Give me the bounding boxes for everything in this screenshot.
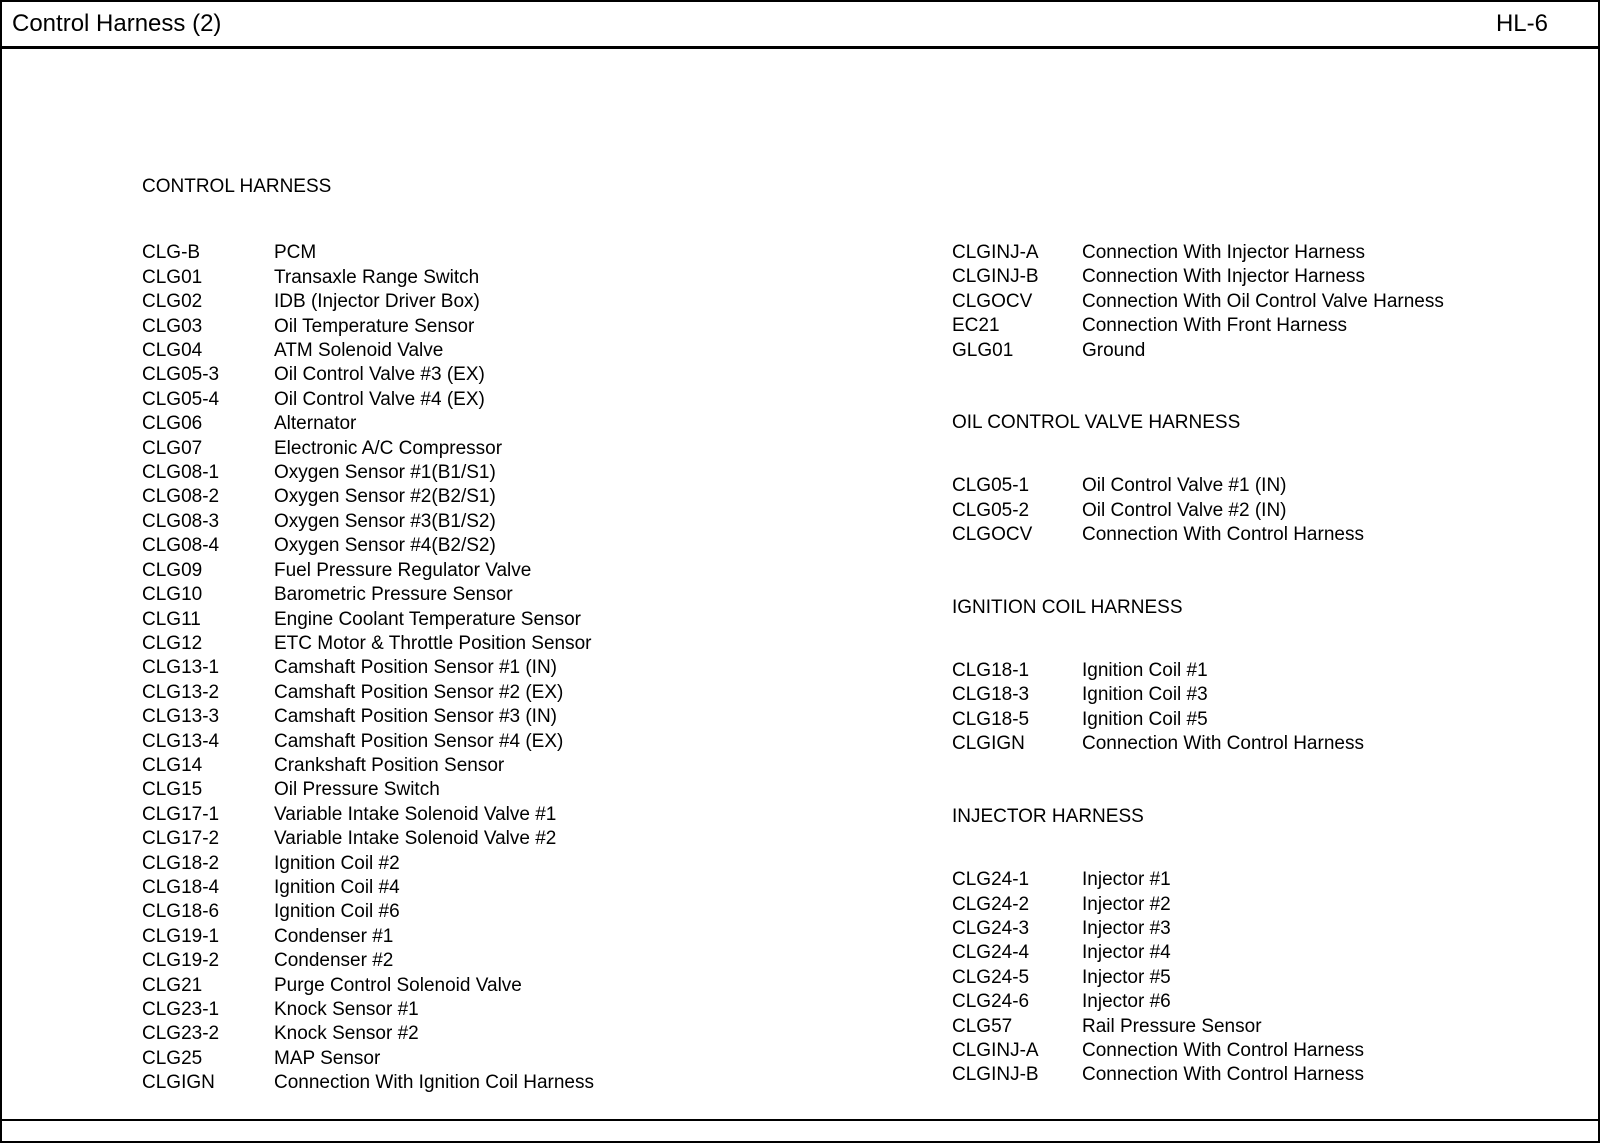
connector-description: Crankshaft Position Sensor [274, 754, 505, 776]
connector-description: Variable Intake Solenoid Valve #1 [274, 803, 557, 825]
connector-description: Oil Pressure Switch [274, 779, 440, 801]
connector-row [142, 632, 842, 656]
connector-description: Injector #1 [1082, 869, 1171, 891]
connector-description: Connection With Control Harness [1082, 524, 1364, 546]
connector-description: Fuel Pressure Regulator Valve [274, 559, 532, 581]
connector-description: Connection With Ignition Coil Harness [274, 1072, 594, 1094]
connector-row [142, 754, 842, 778]
connector-row [142, 998, 842, 1022]
connector-row [142, 241, 842, 265]
connector-description: Engine Coolant Temperature Sensor [274, 608, 582, 630]
connector-code: CLG08-1 [142, 462, 220, 484]
page-title: Control Harness (2) [12, 10, 222, 37]
connector-description: Connection With Control Harness [1082, 733, 1364, 755]
connector-description: Camshaft Position Sensor #2 (EX) [274, 681, 564, 703]
connector-list-control-harness [142, 241, 842, 1095]
control-harness-section [142, 175, 842, 1096]
connector-row [952, 314, 1572, 338]
connector-code: CLG06 [142, 413, 203, 435]
connector-row [142, 315, 842, 339]
connector-description: Ignition Coil #4 [274, 876, 400, 898]
connector-code: CLG08-2 [142, 486, 220, 508]
connector-description: Rail Pressure Sensor [1082, 1015, 1262, 1037]
connector-description: Ignition Coil #6 [274, 901, 400, 923]
connector-row [952, 241, 1572, 265]
connector-description: Ignition Coil #3 [1082, 684, 1208, 706]
section-heading-ignition-coil-harness: IGNITION COIL HARNESS [952, 596, 1183, 618]
connector-row [952, 339, 1572, 363]
connector-row [952, 1039, 1572, 1063]
connector-description: Alternator [274, 413, 357, 435]
connector-code: CLG18-3 [952, 684, 1030, 706]
connector-row [142, 534, 842, 558]
connector-description: ATM Solenoid Valve [274, 340, 444, 362]
connector-row [142, 925, 842, 949]
connector-row [952, 523, 1572, 547]
connector-description: Transaxle Range Switch [274, 266, 480, 288]
connector-description: Ignition Coil #5 [1082, 708, 1208, 730]
connector-row [142, 412, 842, 436]
connector-description: MAP Sensor [274, 1047, 381, 1069]
connector-code: CLG21 [142, 974, 203, 996]
connector-code: CLG24-4 [952, 942, 1030, 964]
connector-code: CLG18-2 [142, 852, 220, 874]
connector-description: Oxygen Sensor #4(B2/S2) [274, 535, 496, 557]
connector-row [142, 705, 842, 729]
connector-row [142, 974, 842, 998]
connector-description: Connection With Control Harness [1082, 1064, 1364, 1086]
connector-code: EC21 [952, 315, 1000, 337]
connector-code: CLG13-3 [142, 706, 220, 728]
connector-code: CLG14 [142, 754, 203, 776]
connector-description: ETC Motor & Throttle Position Sensor [274, 632, 592, 654]
connector-description: Connection With Injector Harness [1082, 266, 1366, 288]
connector-description: Electronic A/C Compressor [274, 437, 503, 459]
connector-code: CLG24-2 [952, 893, 1030, 915]
connector-code: CLG18-5 [952, 708, 1030, 730]
connector-row [952, 683, 1572, 707]
connector-row [952, 708, 1572, 732]
connector-code: CLG24-1 [952, 869, 1030, 891]
connector-row [142, 949, 842, 973]
connector-list-oil-control-valve-harness [952, 474, 1572, 547]
section-heading-control-harness: CONTROL HARNESS [142, 176, 332, 197]
connector-row [142, 900, 842, 924]
connector-code: CLG02 [142, 291, 203, 313]
connector-row [142, 290, 842, 314]
connector-row [142, 876, 842, 900]
connector-code: CLGOCV [952, 290, 1033, 312]
connector-row [952, 868, 1572, 892]
connector-code: CLG23-2 [142, 1023, 220, 1045]
connector-row [142, 608, 842, 632]
connector-code: CLG-B [142, 242, 201, 264]
connector-code: CLG07 [142, 437, 203, 459]
connector-code: CLGIGN [952, 733, 1025, 755]
connector-row [952, 732, 1572, 756]
connector-code: CLG19-1 [142, 925, 220, 947]
connector-code: CLG08-3 [142, 510, 220, 532]
connector-code: CLG05-2 [952, 499, 1030, 521]
connector-description: Ground [1082, 339, 1146, 361]
connector-row [952, 990, 1572, 1014]
connector-code: CLG17-2 [142, 828, 220, 850]
connector-row [952, 290, 1572, 314]
connector-description: Knock Sensor #1 [274, 999, 419, 1020]
connector-description: IDB (Injector Driver Box) [274, 291, 480, 313]
connector-row [142, 1022, 842, 1046]
connector-row [142, 363, 842, 387]
connector-description: Connection With Front Harness [1082, 315, 1348, 337]
connector-row [952, 474, 1572, 498]
connector-row [952, 893, 1572, 917]
connector-description: Camshaft Position Sensor #3 (IN) [274, 706, 558, 728]
connector-description: Injector #4 [1082, 942, 1171, 964]
connector-row [142, 681, 842, 705]
connector-description: Oil Control Valve #3 (EX) [274, 364, 485, 386]
connector-description: Oxygen Sensor #2(B2/S1) [274, 486, 496, 508]
connector-row [142, 559, 842, 583]
connector-row [142, 1047, 842, 1071]
connector-code: CLG15 [142, 779, 203, 801]
connector-row [142, 730, 842, 754]
connector-code: CLG13-1 [142, 657, 220, 679]
connector-code: CLG01 [142, 266, 203, 288]
connector-description: PCM [274, 242, 317, 264]
connector-description: Connection With Injector Harness [1082, 242, 1366, 263]
connector-code: CLGINJ-B [952, 266, 1039, 288]
connector-description: Condenser #2 [274, 950, 394, 972]
connector-code: CLG10 [142, 584, 203, 606]
connector-row [952, 966, 1572, 990]
connector-list-ignition-coil-harness [952, 659, 1572, 757]
connector-description: Connection With Oil Control Valve Harness [1082, 290, 1444, 312]
connector-description: Camshaft Position Sensor #4 (EX) [274, 730, 564, 752]
connector-code: CLG12 [142, 632, 203, 654]
connector-code: CLG11 [142, 608, 201, 630]
connector-code: CLG24-5 [952, 966, 1030, 988]
connector-code: CLG24-3 [952, 917, 1030, 939]
connector-description: Barometric Pressure Sensor [274, 584, 513, 606]
connector-row [952, 659, 1572, 683]
connector-row [952, 1063, 1572, 1087]
connector-description: Condenser #1 [274, 925, 394, 947]
connector-description: Oxygen Sensor #3(B1/S2) [274, 510, 496, 532]
connector-code: CLG18-4 [142, 876, 220, 898]
connector-code: CLG18-1 [952, 660, 1030, 682]
title-bar [2, 2, 1598, 49]
connector-row [142, 827, 842, 851]
connector-description: Variable Intake Solenoid Valve #2 [274, 828, 557, 850]
connector-code: CLG05-3 [142, 364, 220, 386]
connector-code: CLG13-2 [142, 681, 220, 703]
connector-code: CLG09 [142, 559, 203, 581]
connector-code: CLGOCV [952, 524, 1033, 546]
connector-row [142, 461, 842, 485]
connector-row [952, 499, 1572, 523]
connector-description: Oil Control Valve #4 (EX) [274, 388, 485, 410]
connector-code: GLG01 [952, 339, 1014, 361]
connector-code: CLG13-4 [142, 730, 220, 752]
connector-row [142, 656, 842, 680]
connector-description: Purge Control Solenoid Valve [274, 974, 522, 996]
connector-description: Ignition Coil #1 [1082, 660, 1208, 682]
connector-code: CLG19-2 [142, 950, 220, 972]
connector-code: CLG05-4 [142, 388, 220, 410]
connector-row [952, 917, 1572, 941]
connector-code: CLGINJ-A [952, 1039, 1039, 1061]
connector-code: CLG25 [142, 1047, 203, 1069]
connector-code: CLG08-4 [142, 535, 220, 557]
connector-code: CLGINJ-A [952, 242, 1039, 263]
connector-row [952, 941, 1572, 965]
connector-code: CLG24-6 [952, 991, 1030, 1013]
section-heading-injector-harness: INJECTOR HARNESS [952, 805, 1144, 827]
connector-row [142, 778, 842, 802]
connector-code: CLGIGN [142, 1072, 215, 1094]
connector-row [142, 583, 842, 607]
connector-code: CLG03 [142, 315, 203, 337]
connector-row [142, 388, 842, 412]
connector-row [142, 510, 842, 534]
section-heading-oil-control-valve-harness: OIL CONTROL VALVE HARNESS [952, 412, 1241, 434]
connector-description: Ignition Coil #2 [274, 852, 400, 874]
connector-description: Injector #3 [1082, 917, 1171, 939]
connector-code: CLGINJ-B [952, 1064, 1039, 1086]
connector-description: Oil Control Valve #1 (IN) [1082, 475, 1287, 497]
connector-code: CLG05-1 [952, 475, 1030, 497]
page-code: HL-6 [1495, 10, 1548, 37]
page-body [2, 49, 1598, 1143]
connector-code: CLG04 [142, 340, 203, 362]
connector-row [142, 1071, 842, 1095]
connector-code: CLG18-6 [142, 901, 220, 923]
connector-description: Injector #6 [1082, 991, 1171, 1013]
connector-description: Injector #5 [1082, 966, 1171, 988]
connector-code: CLG57 [952, 1015, 1013, 1037]
connector-code: CLG17-1 [142, 803, 220, 825]
connector-description: Camshaft Position Sensor #1 (IN) [274, 657, 558, 679]
connector-code: CLG23-1 [142, 999, 220, 1020]
connector-row [142, 437, 842, 461]
connector-row [142, 339, 842, 363]
connector-description: Oxygen Sensor #1(B1/S1) [274, 462, 496, 484]
connector-description: Oil Control Valve #2 (IN) [1082, 499, 1287, 521]
connector-row [142, 852, 842, 876]
right-column [952, 241, 1572, 1088]
connector-description: Knock Sensor #2 [274, 1023, 419, 1045]
connector-row [142, 485, 842, 509]
connector-list-control-harness-continued [952, 241, 1572, 363]
connector-row [142, 803, 842, 827]
connector-description: Connection With Control Harness [1082, 1039, 1364, 1061]
connector-row [952, 1015, 1572, 1039]
connector-row [142, 266, 842, 290]
connector-description: Oil Temperature Sensor [274, 315, 475, 337]
connector-row [952, 265, 1572, 289]
connector-list-injector-harness [952, 868, 1572, 1088]
connector-description: Injector #2 [1082, 893, 1171, 915]
footer-rule [2, 1119, 1598, 1121]
